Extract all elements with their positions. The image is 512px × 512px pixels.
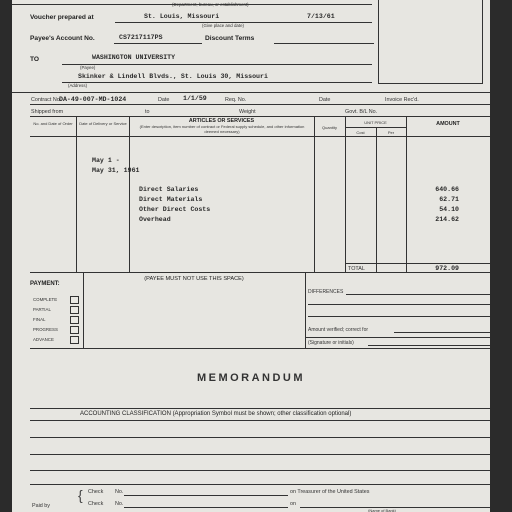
total-label: TOTAL [348,266,365,272]
differences-line [308,316,490,317]
dept-note: (Department, bureau, or establishment) [172,2,249,7]
table-header-line [30,136,490,137]
col-unit-price-header: UNIT PRICE [364,120,387,125]
row-amount-direct-salaries: 640.66 [435,186,459,193]
accounting-top-line [30,408,490,409]
col-line [83,272,84,348]
contract-label: Contract No. [31,97,62,103]
period-end: May 31, 1961 [92,167,140,174]
payee-account-label: Payee's Account No. [30,35,95,42]
differences-line [308,304,490,305]
payee-name: WASHINGTON UNIVERSITY [92,54,176,61]
col-cost-header: Cost [356,130,365,135]
contract-number: DA-49-007-MD-1024 [59,96,127,103]
partial-checkbox[interactable] [70,306,79,314]
divider [12,92,490,93]
req-no-label: Req. No. [225,97,247,103]
check-label: Check [88,489,104,495]
brace: { [78,487,83,503]
contract-date: 1/1/59 [183,95,207,102]
memorandum-title: MEMORANDUM [196,372,306,384]
col-line [129,116,130,272]
payee-note: (Payee) [80,65,96,70]
col-line [76,116,77,272]
shipped-to-label: to [145,109,150,115]
payment-label: PAYMENT: [30,281,60,287]
col-delivery-header: Date of Delivery or Service [79,121,127,126]
final-checkbox[interactable] [70,316,79,324]
voucher-form [12,0,490,512]
payment-option-partial: PARTIAL [33,307,51,312]
col-line [345,116,346,272]
voucher-prepared-label: Voucher prepared at [30,14,94,21]
row-label-overhead: Overhead [139,216,171,223]
accounting-line [30,470,490,471]
row-amount-other-direct-costs: 54.10 [439,206,459,213]
govt-bl-label: Govt. B/L No. [345,109,378,115]
check-label-2: Check [88,501,104,507]
payee-account: CS7217117PS [119,34,163,41]
date-label: Date [319,97,331,103]
give-place-note: (Give place and date) [202,23,244,28]
payment-bottom [30,348,490,349]
header-side-box [378,0,483,84]
accounting-line [30,420,490,421]
payment-option-advance: ADVANCE [33,337,54,342]
col-articles-note: (Enter description, item number of contract or Federal supply schedule, and other information deemed necessary) [139,124,305,134]
weight-label: Weight [239,109,256,115]
col-amount-header: AMOUNT [436,121,460,127]
divider [274,43,374,44]
row-amount-direct-materials: 62.71 [439,196,459,203]
invoice-received-label: Invoice Rec'd. [385,97,419,103]
progress-checkbox[interactable] [70,326,79,334]
payment-option-progress: PROGRESS [33,327,58,332]
check-line [124,507,288,508]
differences-line [346,294,490,295]
discount-terms-label: Discount Terms [205,35,255,42]
divider [30,104,490,105]
to-label: TO [30,56,40,63]
divider [114,43,202,44]
payment-option-final: FINAL [33,317,46,322]
col-per-header: Per [387,130,395,135]
row-label-direct-materials: Direct Materials [139,196,203,203]
divider [305,337,490,338]
check-line [124,495,288,496]
divider [30,116,490,117]
divider [62,82,372,83]
shipped-from-label: Shipped from [31,109,64,115]
col-line [406,116,407,272]
verified-line [394,332,490,333]
period-start: May 1 - [92,157,120,164]
accounting-classification: ACCOUNTING CLASSIFICATION (Appropriation Symbol must be shown; other classification optional) [80,411,352,417]
contract-date-label: Date [158,97,170,103]
col-line [376,127,377,272]
differences-label: DIFFERENCES [308,289,344,295]
col-line [314,116,315,272]
treasurer-label: on Treasurer of the United States [290,489,370,495]
accounting-line [30,454,490,455]
row-label-direct-salaries: Direct Salaries [139,186,199,193]
complete-checkbox[interactable] [70,296,79,304]
bank-note: (Name of Bank) [368,508,397,512]
total-amount: 972.09 [435,265,459,272]
amount-verified-label: Amount verified; correct for [308,327,369,333]
col-quantity-header: Quantity [322,125,337,130]
col-articles-header: ARTICLES OR SERVICES [188,118,255,124]
voucher-date: 7/13/61 [307,13,335,20]
payment-option-complete: COMPLETE [33,297,58,302]
signature-line [368,345,490,346]
payee-address: Skinker & Lindell Blvds., St. Louis 30, Missouri [78,73,268,80]
signature-label: (Signature or initials) [308,340,354,346]
on-label: on [290,501,296,507]
row-label-other-direct-costs: Other Direct Costs [139,206,211,213]
address-note: (Address) [68,83,88,88]
row-amount-overhead: 214.62 [435,216,459,223]
divider [62,64,372,65]
col-order-header: No. and Date of Order [33,121,73,126]
check-no-label: No. [115,489,124,495]
payee-must-not-use-note: (PAYEE MUST NOT USE THIS SPACE) [144,276,244,282]
total-line [345,263,490,264]
accounting-line [30,437,490,438]
unit-price-divider [345,127,406,128]
accounting-bottom-line [30,484,490,485]
table-bottom [30,272,490,273]
paid-by-label: Paid by [32,503,50,509]
advance-checkbox[interactable] [70,336,79,344]
check-no-label-2: No. [115,501,124,507]
voucher-place: St. Louis, Missouri [144,13,220,20]
